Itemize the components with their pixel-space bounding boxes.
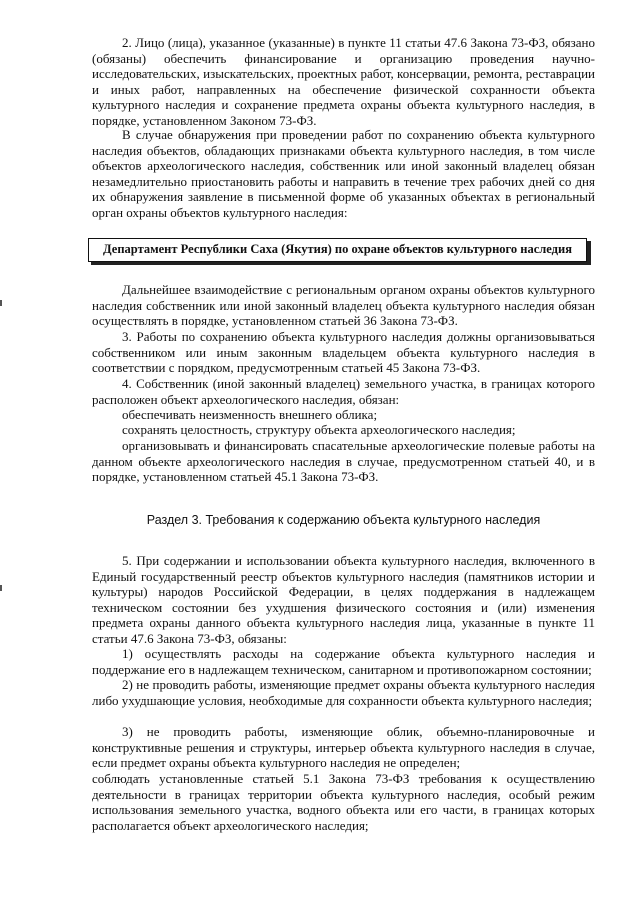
box-shadow-bottom — [91, 262, 591, 265]
paragraph-integrity: сохранять целостность, структуру объекта археологического наследия; — [122, 422, 516, 437]
paragraph-exterior: обеспечивать неизменность внешнего облика; — [122, 407, 378, 422]
paragraph-4: 4. Собственник (иной законный владелец) земельного участка, в границах которого расположен объект археологического наследия, обязан: — [92, 376, 595, 407]
paragraph-discovery: В случае обнаружения при проведении работ по сохранению объекта культурного наследия объектов, обладающих признаками объекта культурного наследия, в том числе объектов археологического наследия, собственник или иной законный владелец обязан незамедлительно приостановить работы и направить в течение трех рабочих дней со дня их обнаружения заявление в письменной форме об указанных объектах в региональный орган охраны объектов культурного наследия: — [92, 127, 595, 220]
paragraph-3: 3. Работы по сохранению объекта культурного наследия должны организовываться собственником или иным законным владельцем объекта культурного наследия в соответствии с порядком, предусмотренным статьей 45 Закона 73-ФЗ. — [92, 329, 595, 376]
section-3-title: Раздел 3. Требования к содержанию объекта культурного наследия — [146, 513, 541, 527]
paragraph-5-3: 3) не проводить работы, изменяющие облик, объемно-планировочные и конструктивные решения и структуры, интерьер объекта культурного наследия в случае, если предмет охраны объекта культурного наследия не определен; — [92, 724, 595, 771]
paragraph-rescue-works: организовывать и финансировать спасательные археологические полевые работы на данном объекте археологического наследия в случае, предусмотренном статьей 40, и в порядке, установленном статьей 45.1 Закона 73-ФЗ. — [92, 438, 595, 485]
scan-edge-mark — [0, 300, 2, 306]
paragraph-2: 2. Лицо (лица), указанное (указанные) в пункте 11 статьи 47.6 Закона 73-ФЗ, обязано (обязаны) обеспечить финансирование и организацию проведения научно-исследовательских, изыскательских, проектных работ, консервации, ремонта, реставрации и иных работ, направленных на обеспечение физической сохранности объекта культурного наследия и сохранение предмета охраны объекта культурного наследия, в порядке, установленном Законом 73-ФЗ. — [92, 35, 595, 128]
paragraph-requirements: соблюдать установленные статьей 5.1 Закона 73-ФЗ требования к осуществлению деятельности в границах территории объекта культурного наследия, особый режим использования земельного участка, водного объекта или его части, в границах которых располагается объект археологического наследия; — [92, 771, 595, 833]
paragraph-5-1: 1) осуществлять расходы на содержание объекта культурного наследия и поддержание его в надлежащем техническом, санитарном и противопожарном состоянии; — [92, 646, 595, 677]
paragraph-interaction: Дальнейшее взаимодействие с региональным органом охраны объектов культурного наследия собственник или иной законный владелец объекта культурного наследия обязан осуществлять в порядке, установленном статьей 36 Закона 73-ФЗ. — [92, 282, 595, 329]
department-title: Департамент Республики Саха (Якутия) по охране объектов культурного наследия — [103, 242, 572, 257]
paragraph-5: 5. При содержании и использовании объекта культурного наследия, включенного в Единый государственный реестр объектов культурного наследия (памятников истории и культуры) народов Российской Федерации, в целях поддержания в надлежащем техническом состоянии без ухудшения физического состояния и (или) изменения предмета охраны данного объекта культурного наследия лица, указанные в пункте 11 статьи 47.6 Закона 73-ФЗ, обязаны: — [92, 553, 595, 646]
scan-edge-mark — [0, 585, 2, 591]
paragraph-5-2: 2) не проводить работы, изменяющие предмет охраны объекта культурного наследия либо ухудшающие условия, необходимые для сохранности объекта культурного наследия; — [92, 677, 595, 708]
department-box — [88, 238, 587, 262]
